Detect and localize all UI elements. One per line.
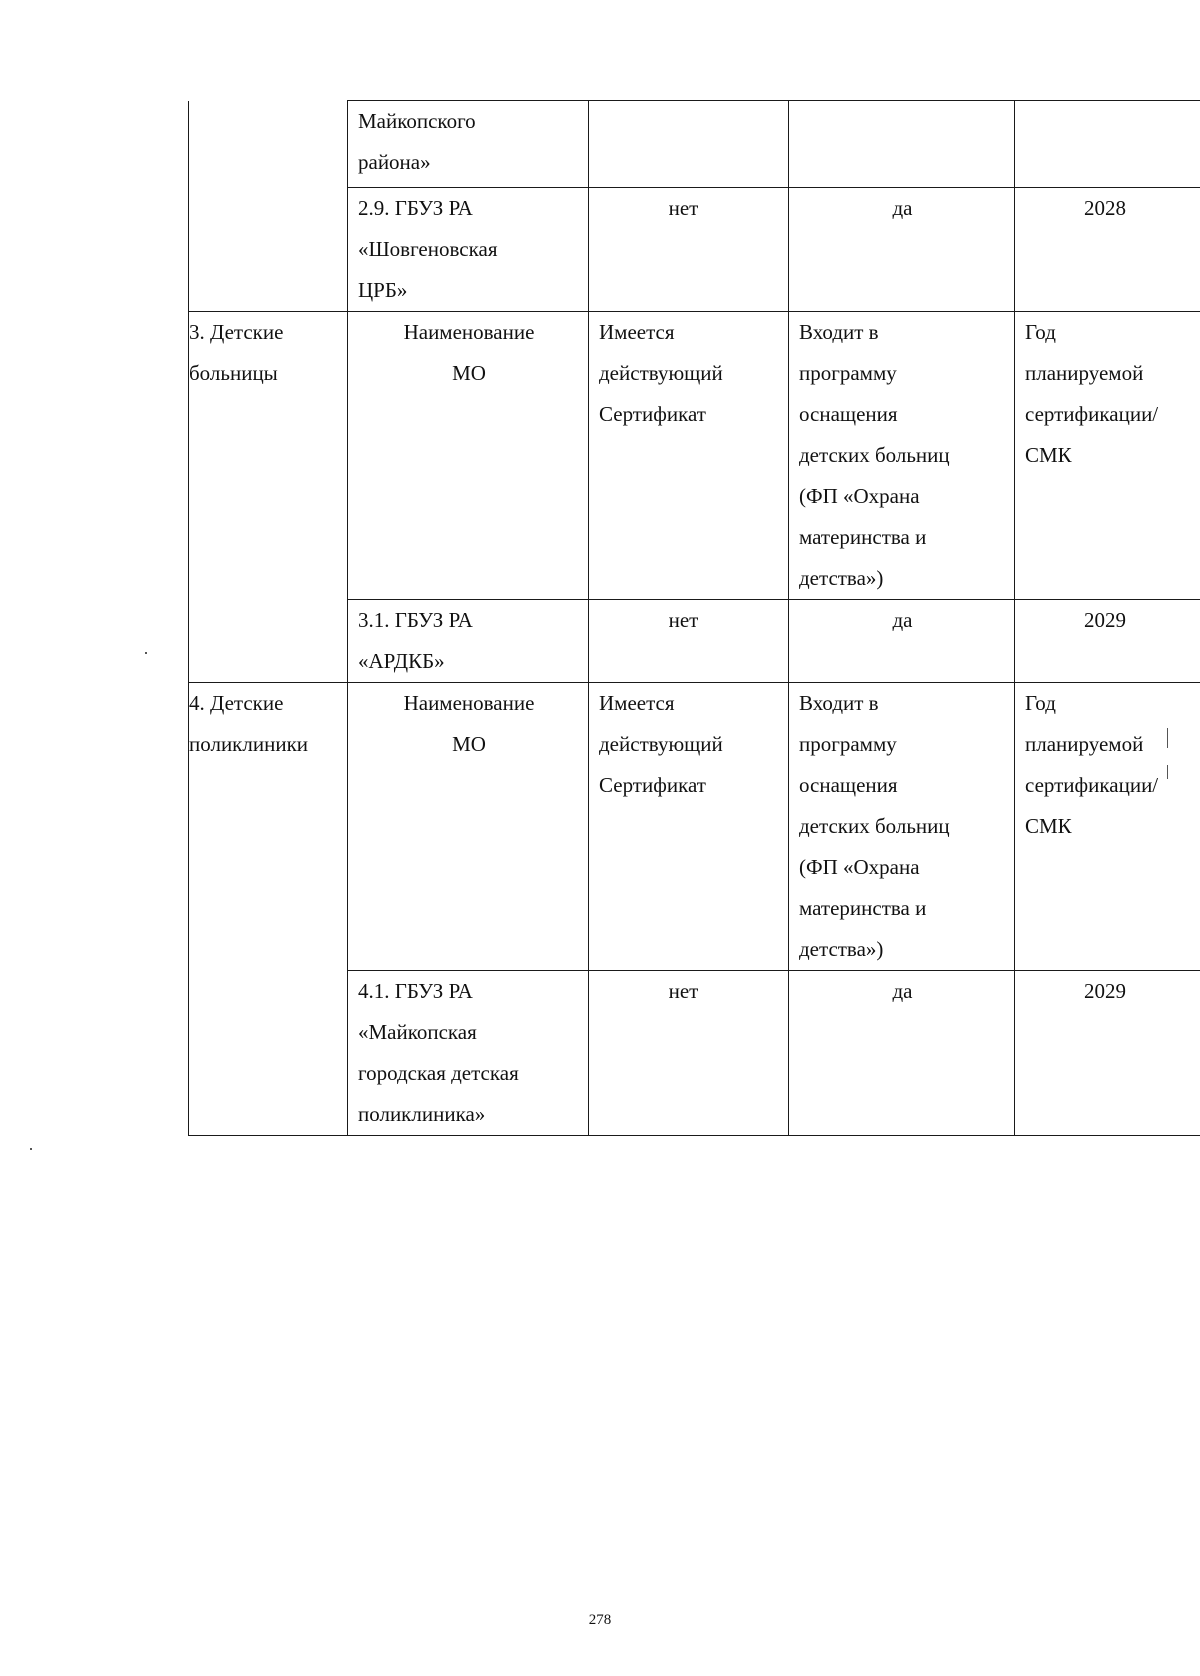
- table-row: [189, 683, 1200, 971]
- column-header-name: Наименование МО: [348, 683, 589, 971]
- section-cell: 4. Детские поликлиники: [189, 683, 348, 1136]
- table-row: [189, 312, 1200, 600]
- column-header-year: Год планируемой сертификации/ СМК: [1015, 312, 1200, 600]
- organization-name-cell: 3.1. ГБУЗ РА «АРДКБ»: [348, 600, 589, 683]
- table-row: [189, 101, 1200, 188]
- column-header-certificate: Имеется действующий Сертификат: [589, 312, 789, 600]
- certificate-cell: нет: [589, 971, 789, 1136]
- certificate-cell: нет: [589, 188, 789, 312]
- year-cell: [1015, 101, 1200, 188]
- program-cell: да: [789, 600, 1015, 683]
- program-cell: да: [789, 188, 1015, 312]
- certification-table: [188, 100, 1200, 1136]
- scan-artifact: [145, 652, 147, 654]
- year-cell: 2029: [1015, 600, 1200, 683]
- year-cell: 2028: [1015, 188, 1200, 312]
- column-header-name: Наименование МО: [348, 312, 589, 600]
- section-cell: 3. Детские больницы: [189, 312, 348, 683]
- section-cell: [189, 101, 348, 312]
- scan-artifact: [1167, 765, 1168, 779]
- certificate-cell: [589, 101, 789, 188]
- scan-artifact: [1167, 728, 1168, 748]
- column-header-program: Входит в программу оснащения детских больниц (ФП «Охрана материнства и детства»): [789, 683, 1015, 971]
- program-cell: [789, 101, 1015, 188]
- column-header-certificate: Имеется действующий Сертификат: [589, 683, 789, 971]
- year-cell: 2029: [1015, 971, 1200, 1136]
- column-header-program: Входит в программу оснащения детских больниц (ФП «Охрана материнства и детства»): [789, 312, 1015, 600]
- organization-name-cell: Майкопского района»: [348, 101, 589, 188]
- organization-name-cell: 4.1. ГБУЗ РА «Майкопская городская детская поликлиника»: [348, 971, 589, 1136]
- program-cell: да: [789, 971, 1015, 1136]
- column-header-year: Год планируемой сертификации/ СМК: [1015, 683, 1200, 971]
- scan-artifact: [30, 1148, 32, 1150]
- page-number: 278: [588, 1612, 612, 1628]
- organization-name-cell: 2.9. ГБУЗ РА «Шовгеновская ЦРБ»: [348, 188, 589, 312]
- certificate-cell: нет: [589, 600, 789, 683]
